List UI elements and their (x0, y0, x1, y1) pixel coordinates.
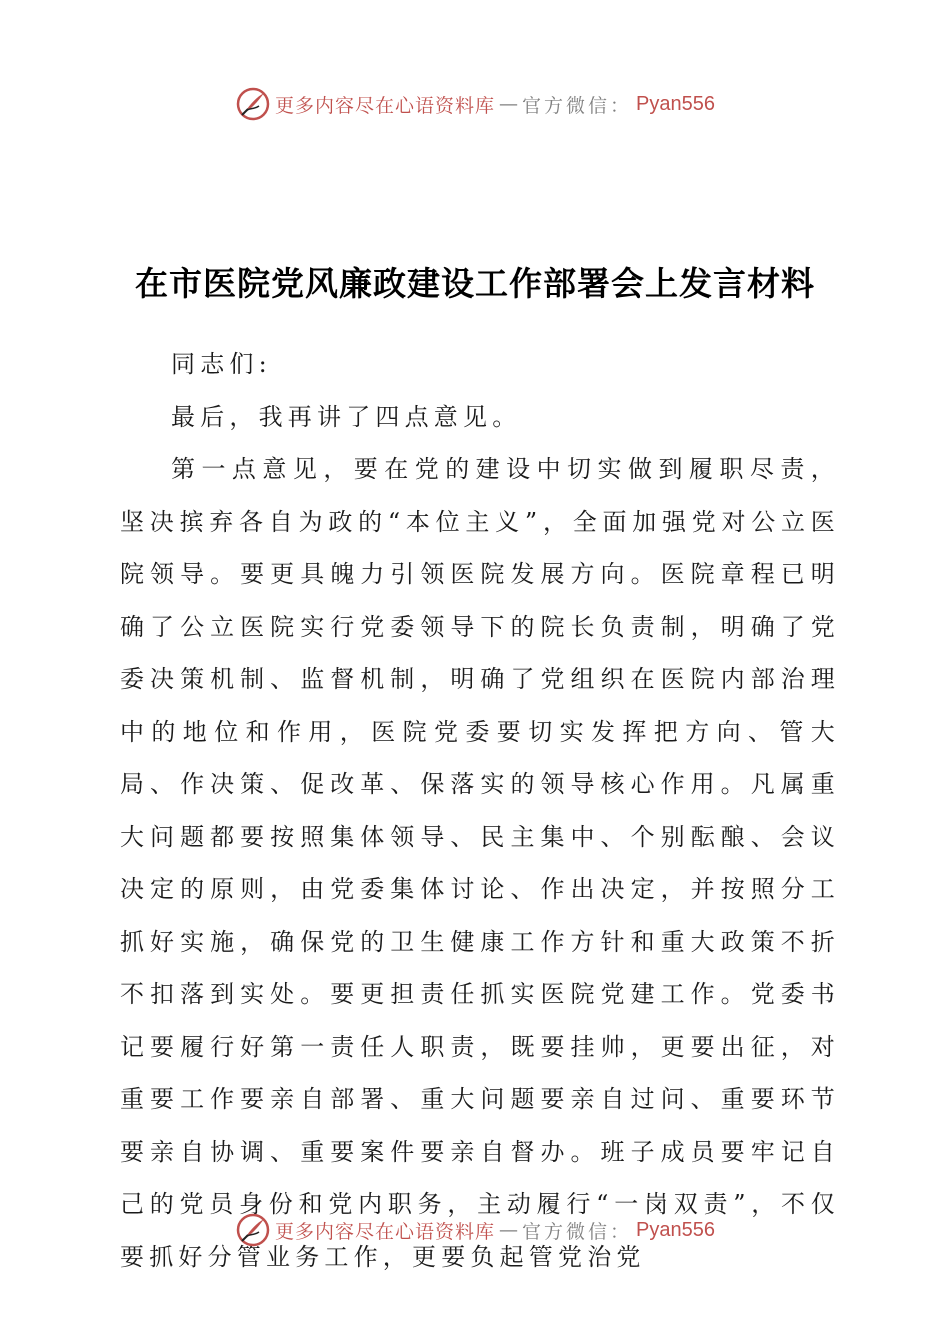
watermark-slogan: 更多内容尽在心语资料库 (275, 1220, 496, 1243)
quill-logo-icon (235, 1212, 271, 1248)
watermark-dash: — (499, 1219, 519, 1241)
watermark-wechat-id: Pyan556 (636, 92, 715, 115)
watermark-wechat-id: Pyan556 (636, 1218, 715, 1241)
watermark-slogan: 更多内容尽在心语资料库 (275, 94, 496, 117)
quill-logo-icon (235, 86, 271, 122)
watermark-official-label: 官方微信： (522, 94, 633, 117)
watermark-dash: — (499, 93, 519, 115)
intro-paragraph: 最后，我再讲了四点意见。 (171, 402, 522, 431)
document-title: 在市医院党风廉政建设工作部署会上发言材料 (135, 264, 815, 303)
first-point-paragraph: 第一点意见，要在党的建设中切实做到履职尽责，坚决摈弃各自为政的“本位主义”，全面加强党对公立医院领导。要更具魄力引领医院发展方向。医院章程已明确了公立医院实行党委领导下的院长负责制，明确了党委决策机制、监督机制，明确了党组织在医院内部治理中的地位和作用，医院党委要切实发挥把方向、管大局、作决策、促改革、保落实的领导核心作用。凡属重大问题都要按照集体领导、民主集中、个别酝酿、会议决定的原则，由党委集体讨论、作出决定，并按照分工抓好实施，确保党的卫生健康工作方针和重大政策不折不扣落到实处。要更担责任抓实医院党建工作。党委书记要履行好第一责任人职责，既要挂帅，更要出征，对重要工作要亲自部署、重大问题要亲自过问、重要环节要亲自协调、重要案件要亲自督办。班子成员要牢记自己的党员身份和党内职务，主动履行“一岗双责”，不仅要抓好分管业务工作，更要负起管党治党 (120, 455, 840, 1271)
watermark-header (0, 84, 950, 124)
watermark-footer (0, 1210, 950, 1250)
document-body (120, 338, 840, 1283)
greeting-paragraph: 同志们: (171, 350, 272, 378)
watermark-official-label: 官方微信： (522, 1220, 633, 1243)
